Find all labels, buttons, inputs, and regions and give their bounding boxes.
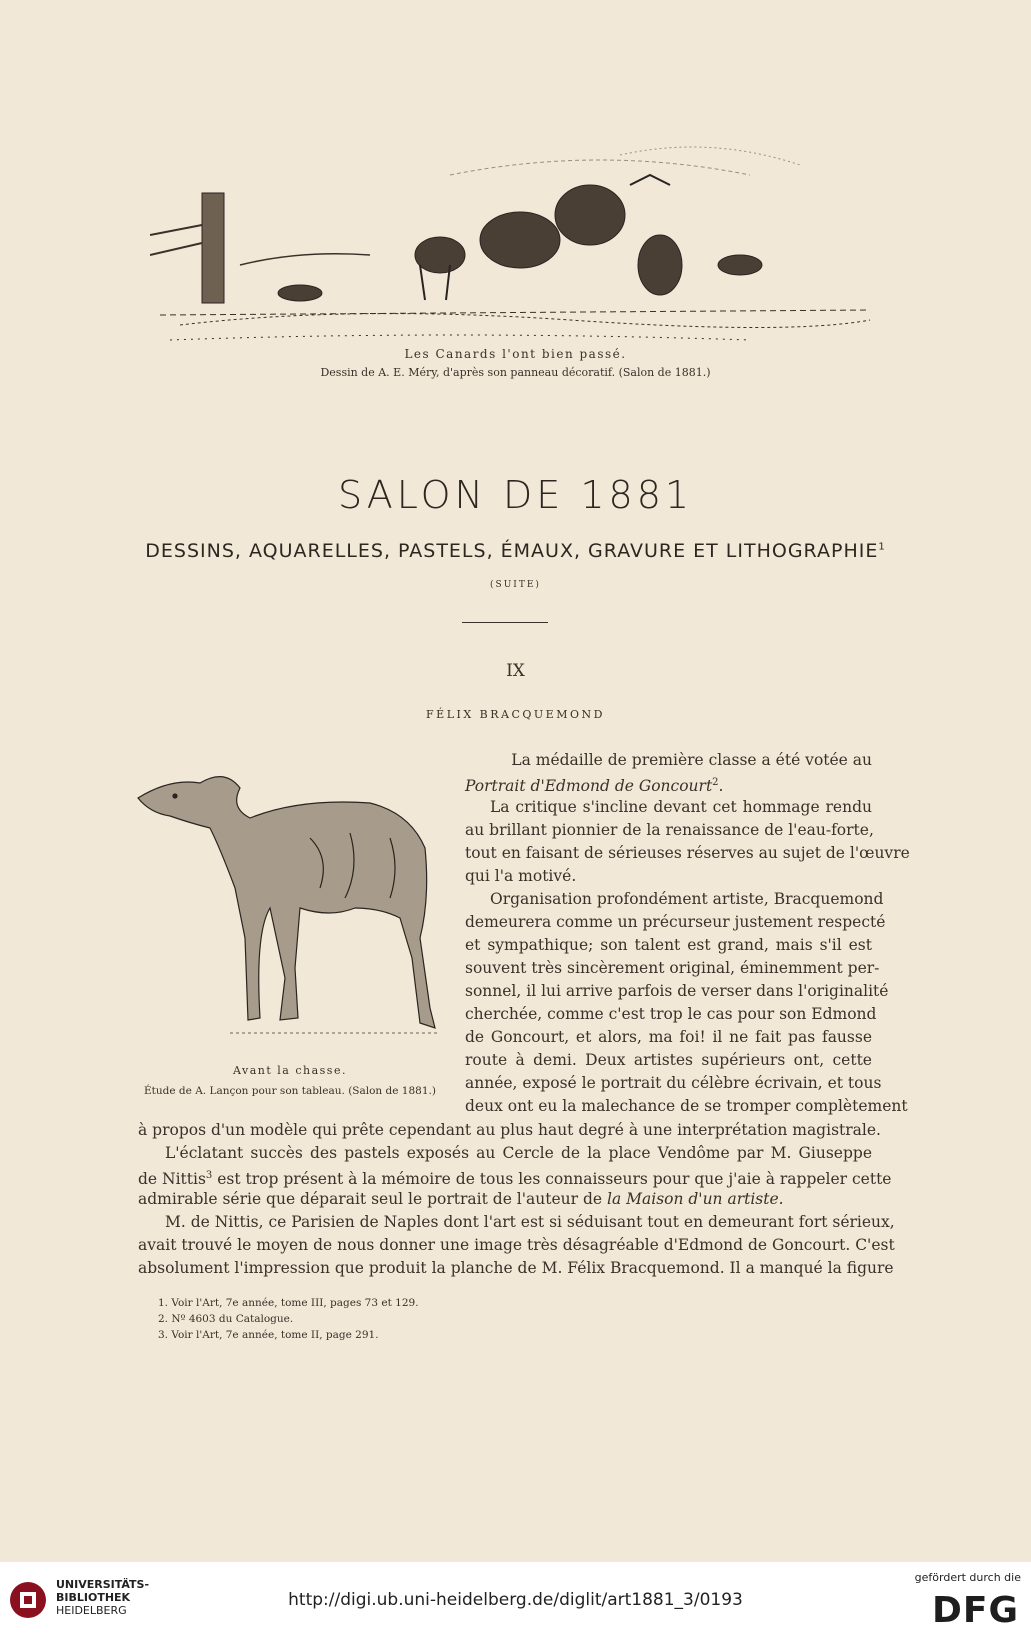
text-span: est trop présent à la mémoire de tous les connaisseurs pour que j'aie à rappeler cette bbox=[217, 1170, 892, 1189]
text-span: de Nittis bbox=[138, 1170, 206, 1189]
portrait-title: Portrait d'Edmond de Goncourt bbox=[465, 777, 713, 796]
text-line: cherchée, comme c'est trop le cas pour son Edmond bbox=[465, 1005, 877, 1023]
footnote-2: 2. Nº 4603 du Catalogue. bbox=[158, 1313, 294, 1325]
text-line bbox=[138, 1189, 784, 1209]
section-author: FÉLIX BRACQUEMOND bbox=[426, 708, 605, 721]
page-title: SALON DE 1881 bbox=[337, 473, 694, 517]
subtitle-text: DESSINS, AQUARELLES, PASTELS, ÉMAUX, GRAVURE ET LITHOGRAPHIE bbox=[145, 540, 879, 562]
permalink[interactable]: http://digi.ub.uni-heidelberg.de/diglit/art1881_3/0193 bbox=[288, 1590, 743, 1610]
ducks-illustration bbox=[150, 115, 880, 355]
text-line: absolument l'impression que produit la planche de M. Félix Bracquemond. Il a manqué la figure bbox=[138, 1259, 894, 1277]
text-line: tout en faisant de sérieuses réserves au sujet de l'œuvre bbox=[465, 844, 910, 862]
text-line: La critique s'incline devant cet hommage rendu bbox=[490, 798, 872, 816]
text-line: de Goncourt, et alors, ma foi! il ne fait pas fausse bbox=[465, 1028, 872, 1046]
text-line: route à demi. Deux artistes supérieurs ont, cette bbox=[465, 1051, 872, 1069]
text-line: Organisation profondément artiste, Bracquemond bbox=[490, 890, 884, 908]
library-name-line: HEIDELBERG bbox=[56, 1604, 127, 1617]
footnote-1: 1. Voir l'Art, 7e année, tome III, pages 73 et 129. bbox=[158, 1297, 419, 1309]
dfg-logo: DFG bbox=[931, 1590, 1019, 1631]
text-line: Portrait d'Edmond de Goncourt$^2$. bbox=[465, 777, 724, 796]
top-illustration-caption-title: Les Canards l'ont bien passé. bbox=[404, 347, 627, 361]
text-line: L'éclatant succès des pastels exposés au Cercle de la place Vendôme par M. Giuseppe bbox=[165, 1144, 872, 1162]
library-name-line: UNIVERSITÄTS- bbox=[56, 1578, 150, 1591]
text-line: à propos d'un modèle qui prête cependant au plus haut degré à une interprétation magistrale. bbox=[138, 1121, 881, 1139]
library-name-line: BIBLIOTHEK bbox=[56, 1591, 131, 1604]
dog-illustration-caption-credit: Étude de A. Lançon pour son tableau. (Salon de 1881.) bbox=[144, 1085, 436, 1097]
divider bbox=[462, 622, 548, 623]
text-line: et sympathique; son talent est grand, mais s'il est bbox=[465, 936, 872, 954]
funded-by-label: gefördert durch die bbox=[914, 1571, 1021, 1584]
suite-label: (SUITE) bbox=[490, 580, 541, 590]
section-number: IX bbox=[506, 661, 525, 681]
text-line: sonnel, il lui arrive parfois de verser dans l'originalité bbox=[465, 982, 889, 1000]
text-line: qui l'a motivé. bbox=[465, 867, 577, 885]
footnote-ref: 3 bbox=[205, 1170, 213, 1181]
footnote-ref: 2 bbox=[712, 777, 719, 788]
top-illustration-caption-credit: Dessin de A. E. Méry, d'après son panneau décoratif. (Salon de 1881.) bbox=[320, 366, 711, 379]
text-line: La médaille de première classe a été votée au bbox=[511, 751, 872, 769]
page-subtitle bbox=[0, 540, 1031, 562]
greyhound-illustration bbox=[130, 758, 450, 1058]
footnote-3: 3. Voir l'Art, 7e année, tome II, page 291. bbox=[158, 1329, 379, 1341]
book-title: la Maison d'un artiste. bbox=[607, 1190, 784, 1208]
dog-illustration-caption-title: Avant la chasse. bbox=[233, 1064, 347, 1077]
text-line: année, exposé le portrait du célèbre écrivain, et tous bbox=[465, 1074, 882, 1092]
text-line: demeurera comme un précurseur justement respecté bbox=[465, 913, 886, 931]
text-span: admirable série que déparait seul le portrait de l'auteur de bbox=[138, 1190, 603, 1208]
text-line: M. de Nittis, ce Parisien de Naples dont l'art est si séduisant tout en demeurant fort sérieux, bbox=[165, 1213, 895, 1231]
text-line bbox=[138, 1166, 892, 1189]
text-line: deux ont eu la malechance de se tromper complètement bbox=[465, 1097, 908, 1115]
text-line: avait trouvé le moyen de nous donner une image très désagréable d'Edmond de Goncourt. C'est bbox=[138, 1236, 895, 1254]
subtitle-footnote-ref: 1 bbox=[878, 541, 886, 553]
text-line: au brillant pionnier de la renaissance de l'eau-forte, bbox=[465, 821, 874, 839]
text-line: souvent très sincèrement original, éminemment per- bbox=[465, 959, 880, 977]
